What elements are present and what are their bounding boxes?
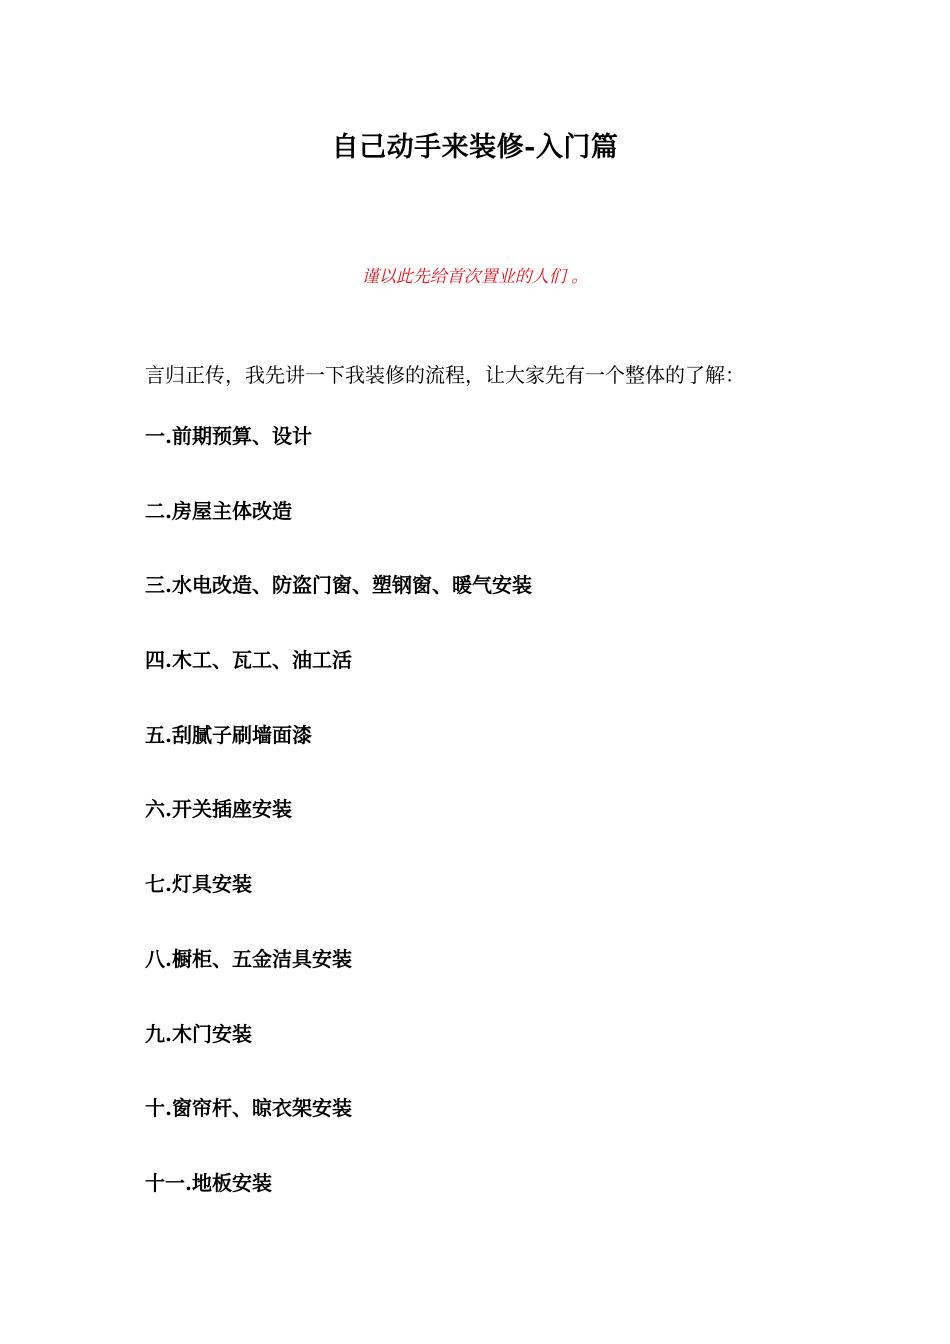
- process-step: 八.橱柜、五金洁具安装: [145, 946, 352, 971]
- process-step: 九.木门安装: [145, 1021, 252, 1046]
- process-step: 二.房屋主体改造: [145, 498, 292, 523]
- intro-paragraph: 言归正传，我先讲一下我装修的流程，让大家先有一个整体的了解：: [145, 363, 745, 387]
- process-step: 三.水电改造、防盗门窗、塑钢窗、暖气安装: [145, 573, 532, 598]
- process-step: 七.灯具安装: [145, 872, 252, 897]
- process-step: 四.木工、瓦工、油工活: [145, 648, 352, 673]
- process-step: 一.前期预算、设计: [145, 424, 312, 448]
- document-title: 自己动手来装修-入门篇: [331, 132, 619, 163]
- process-step: 六.开关插座安装: [145, 797, 292, 822]
- process-step: 五.刮腻子刷墙面漆: [145, 722, 312, 747]
- process-step: 十.窗帘杆、晾衣架安装: [145, 1096, 352, 1121]
- process-step: 十一.地板安装: [145, 1170, 272, 1195]
- dedication-line: 谨以此先给首次置业的人们 。: [361, 267, 589, 287]
- process-step-list: [145, 421, 532, 1243]
